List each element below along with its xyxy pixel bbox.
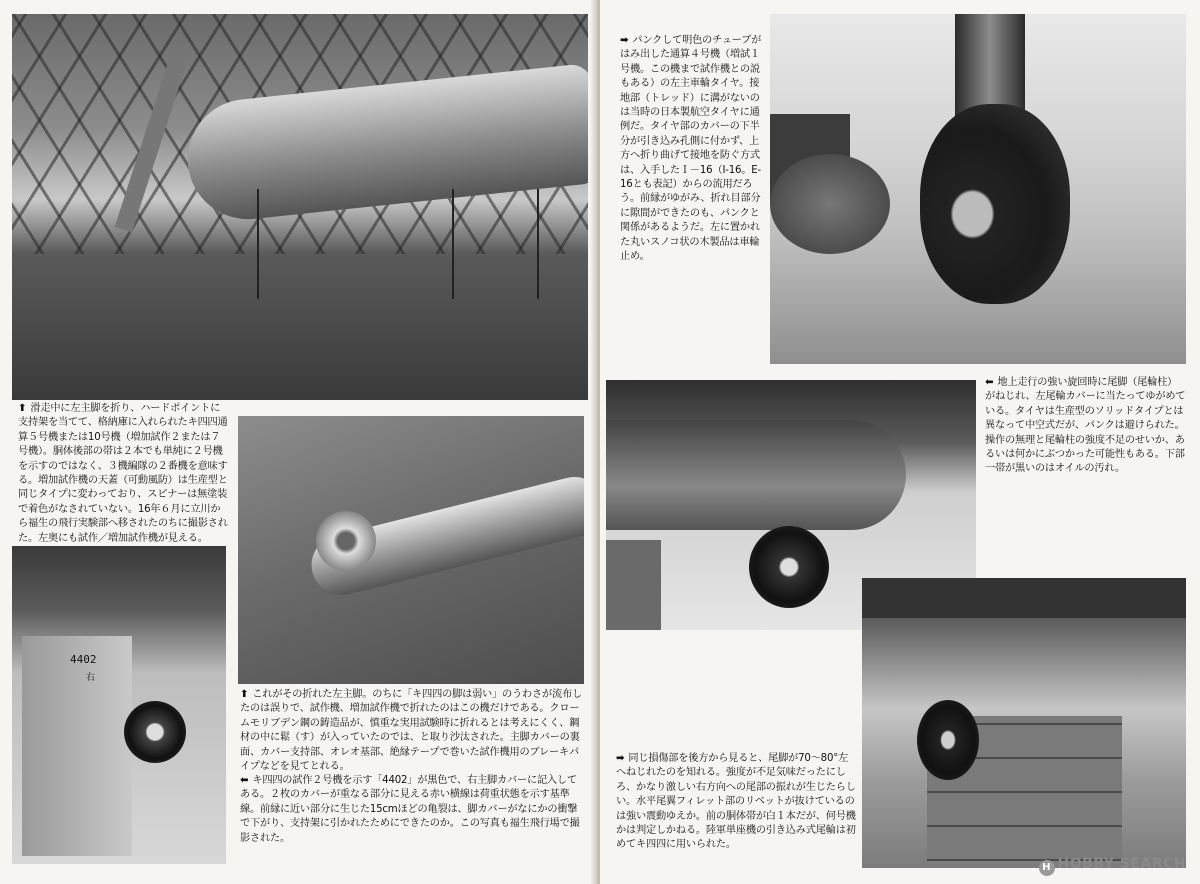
support-stand <box>537 189 539 299</box>
support-box <box>606 540 661 630</box>
photo-tail-rear-view <box>862 578 1186 868</box>
arrow-right-icon: ➡ <box>616 753 625 764</box>
propeller-blade <box>115 56 188 233</box>
gear-cover-side-mark: 右 <box>86 673 96 683</box>
gear-cover-number: 4402 <box>70 653 97 666</box>
hobby-search-logo-icon: H <box>1039 860 1055 876</box>
watermark-text: HOBBY SEARCH <box>1057 856 1186 872</box>
main-wheel <box>124 701 186 763</box>
caption-text: これがその折れた左主脚。のちに「キ四四の脚は弱い」のうわさが流布したのは誤りで、試作機、増加試作機で折れたのはこの機だけである。クロームモリブデン鋼の鋳造品が、慎重な実用試験時に折れるとは考えにくく、鋼材の中に鬆（す）が入っていたのでは、と取り沙汰された。主脚カバーの裏面、カバー支持部、オレオ基部、絶縁テープで巻いた試作機用のブレーキパイプなどを見てとれる。 <box>240 689 582 773</box>
tail-wheel <box>917 700 979 780</box>
photo-gear-cover-4402 <box>12 546 226 864</box>
caption-text: 地上走行の強い旋回時に尾脚（尾輪柱）がねじれ、左尾輪カバーに当たってゆがめている。タイヤは生産型のソリッドタイプとは異なって中空式だが、パンクは避けられた。操作の無理と尾輪柱の強度不足のせいか、あるいは何かにぶつかった可能性もある。下部一帯が黒いのはオイルの汚れ。 <box>985 377 1186 475</box>
caption-gear-cover <box>240 774 584 864</box>
caption-text: 滑走中に左主脚を折り、ハードポイントに支持架を当てて、格納庫に入れられたキ四四通算５号機または10号機（増加試作２または７号機）。胴体後部の帯は２本でも単純に２号機を示すのではなく、３機編隊の２番機を意味する。増加試作機の天蓋（可動風防）は生産型と同じタイプに変わっており、スピナーは無塗装で着色がなされていない。16年６月に立川から福生の飛行実験部へ移されたのちに撮影された。左奥にも試作／増加試作機が見える。 <box>18 403 228 544</box>
arrow-right-icon: ➡ <box>620 35 629 46</box>
photo-broken-main-gear <box>238 416 584 684</box>
caption-tail-wheel <box>985 376 1187 476</box>
wheel-chock-disc <box>770 154 890 254</box>
arrow-up-icon: ⬆ <box>240 689 249 700</box>
arrow-up-icon: ⬆ <box>18 403 27 414</box>
arrow-left-icon: ⬅ <box>240 775 249 786</box>
aircraft-fuselage <box>182 63 588 225</box>
caption-hangar-photo <box>18 402 230 544</box>
rear-fuselage <box>606 420 906 530</box>
caption-text: パンクして明色のチューブがはみ出した通算４号機（増試１号機。この機まで試作機との説もある）の左主車輪タイヤ。接地部（トレッド）に溝がないのは当時の日本製航空タイヤに通例だ。タイヤ部のカバーの下半分が引き込み孔側に付かず、上方へ折り曲げて接地を防ぐ方式は、入手したＩ－16（I-16。E-16とも表記）からの流用だろう。前縁がゆがみ、折れ目部分に隙間ができたのも、パンクと関係があるようだ。左に置かれた丸いスノコ状の木製品は車輪止め。 <box>620 35 762 263</box>
photo-flat-main-tire <box>770 14 1186 364</box>
photo-aircraft-in-hangar <box>12 14 588 400</box>
caption-flat-tire <box>620 34 765 263</box>
hangar-floor <box>12 254 588 400</box>
gear-cover-plate <box>22 636 132 856</box>
arrow-left-icon: ⬅ <box>985 377 994 388</box>
tailplane <box>862 578 1186 618</box>
caption-text: キ四四の試作２号機を示す「4402」が黒色で、右主脚カバーに記入してある。２枚のカバーが重なる部分に見える赤い横線は荷重状態を示す基準線。前縁に近い部分に生じた15cmほどの亀裂は、脚カバーがなにかの衝撃で下がり、支持架に引かれたためにできたのか。この写真も福生飛行場で撮影された。 <box>240 775 580 844</box>
strut-end <box>316 511 376 571</box>
caption-tail-rear-view <box>616 752 858 856</box>
watermark <box>1039 856 1186 876</box>
support-stand <box>452 189 454 299</box>
left-page <box>0 0 594 884</box>
tail-wheel <box>749 526 829 608</box>
caption-text: 同じ損傷部を後方から見ると、尾脚が70～80°左へねじれたのを知れる。強度が不足気味だったにしろ、かなり激しい右方向への尾部の振れが生じたらしい。水平尾翼フィレット部のリベットが抜けているのは強い震動ゆえか。前の胴体帯が白１本だが、何号機かは判定しかねる。陸軍単座機の引き込み式尾輪は初めてキ四四に用いられた。 <box>616 753 856 851</box>
support-stand <box>257 189 259 299</box>
flat-tire <box>920 104 1070 304</box>
caption-broken-gear <box>240 688 584 773</box>
